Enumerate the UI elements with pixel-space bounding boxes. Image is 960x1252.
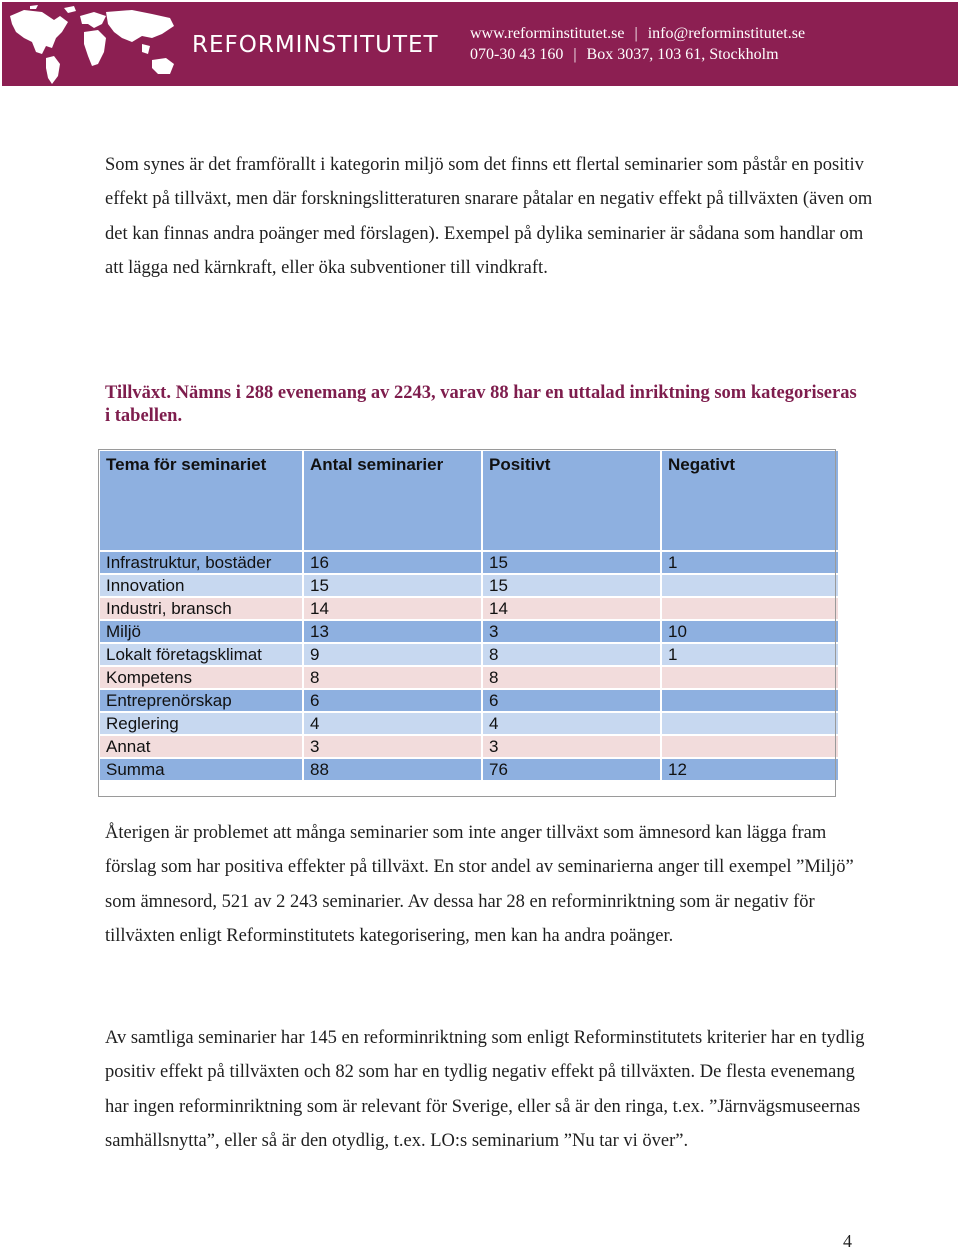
page-number: 4 bbox=[843, 1231, 852, 1251]
column-header: Antal seminarier bbox=[303, 450, 482, 551]
table-row bbox=[99, 643, 839, 666]
table-cell: 15 bbox=[482, 574, 661, 597]
table-cell: Reglering bbox=[99, 712, 303, 735]
table-cell: 13 bbox=[303, 620, 482, 643]
table-row bbox=[99, 712, 839, 735]
table-cell: 10 bbox=[661, 620, 839, 643]
paragraph-analysis: Återigen är problemet att många seminarier som inte anger tillväxt som ämnesord kan lägga fram förslag som har positiva effekter på tillväxt. En stor andel av seminarierna anger till exempel ”Miljö” som ämnesord, 521 av 2 243 seminarier. Av dessa har 28 en reforminriktning som är negativ för tillväxten enligt Reforminstitutets kategorisering, men kan ha andra poänger. bbox=[105, 823, 854, 946]
table-row bbox=[99, 620, 839, 643]
table-cell: Lokalt företagsklimat bbox=[99, 643, 303, 666]
table-cell bbox=[661, 689, 839, 712]
paragraph-intro: Som synes är det framförallt i kategorin miljö som det finns ett flertal seminarier som påstår en positiv effekt på tillväxt, men där forskningslitteraturen snarare påtalar en negativ effekt på tillväxten (även om det kan finnas andra poänger med förslagen). Exempel på dylika seminarier är sådana som handlar om att lägga ned kärnkraft, eller öka subventioner till vindkraft. bbox=[105, 155, 873, 278]
paragraph-summary: Av samtliga seminarier har 145 en reforminriktning som enligt Reforminstitutets kriterier har en tydlig positiv effekt på tillväxten och 82 som har en tydlig negativ effekt på tillväxten. De flesta evenemang har ingen reforminriktning som är relevant för Sverige, eller så är den ringa, t.ex. ”Järnvägsmuseernas samhällsnytta”, eller så är den otydlig, t.ex. LO:s seminarium ”Nu tar vi över”. bbox=[105, 1028, 865, 1151]
table-cell bbox=[661, 735, 839, 758]
table-cell bbox=[661, 597, 839, 620]
table-cell: 14 bbox=[303, 597, 482, 620]
table-header-row bbox=[99, 450, 839, 551]
table-cell: 6 bbox=[482, 689, 661, 712]
table-cell: 3 bbox=[482, 620, 661, 643]
table-cell: 88 bbox=[303, 758, 482, 781]
table-cell: 14 bbox=[482, 597, 661, 620]
section-heading: Tillväxt. Nämns i 288 evenemang av 2243, varav 88 har en uttalad inriktning som kategoriseras i tabellen. bbox=[105, 383, 857, 426]
brand-name: REFORMINSTITUTET bbox=[192, 32, 439, 58]
table-cell: 3 bbox=[482, 735, 661, 758]
table-cell: 1 bbox=[661, 551, 839, 574]
table-cell: 9 bbox=[303, 643, 482, 666]
table-cell: Kompetens bbox=[99, 666, 303, 689]
table-cell: 15 bbox=[482, 551, 661, 574]
table-cell bbox=[661, 712, 839, 735]
column-header: Negativt bbox=[661, 450, 839, 551]
table-row bbox=[99, 551, 839, 574]
separator: | bbox=[634, 25, 638, 42]
table-cell: 4 bbox=[303, 712, 482, 735]
table-cell: 4 bbox=[482, 712, 661, 735]
table-cell: 3 bbox=[303, 735, 482, 758]
table-row bbox=[99, 574, 839, 597]
phone-number: 070-30 43 160 bbox=[470, 46, 564, 63]
world-map-logo bbox=[2, 2, 187, 86]
table-cell: 1 bbox=[661, 643, 839, 666]
column-header: Positivt bbox=[482, 450, 661, 551]
table-row bbox=[99, 597, 839, 620]
table-row-total bbox=[99, 758, 839, 781]
table-cell: 6 bbox=[303, 689, 482, 712]
table-cell: 16 bbox=[303, 551, 482, 574]
table-cell bbox=[661, 666, 839, 689]
postal-address: Box 3037, 103 61, Stockholm bbox=[586, 46, 779, 63]
table-cell: Annat bbox=[99, 735, 303, 758]
table-cell bbox=[661, 574, 839, 597]
table-cell: Miljö bbox=[99, 620, 303, 643]
table-cell: 15 bbox=[303, 574, 482, 597]
table-cell: 8 bbox=[303, 666, 482, 689]
contact-line-2 bbox=[470, 44, 805, 65]
table-cell: 8 bbox=[482, 666, 661, 689]
contact-info bbox=[470, 23, 805, 65]
contact-line-1 bbox=[470, 23, 805, 44]
website-link[interactable]: www.reforminstitutet.se bbox=[470, 25, 625, 42]
table-cell: 12 bbox=[661, 758, 839, 781]
table-cell: 8 bbox=[482, 643, 661, 666]
separator: | bbox=[573, 46, 577, 63]
email-link[interactable]: info@reforminstitutet.se bbox=[647, 25, 806, 42]
seminar-table bbox=[98, 449, 840, 782]
table-row bbox=[99, 735, 839, 758]
page-header bbox=[2, 2, 958, 86]
table-cell: 76 bbox=[482, 758, 661, 781]
table-cell: Infrastruktur, bostäder bbox=[99, 551, 303, 574]
table-row bbox=[99, 666, 839, 689]
table-row bbox=[99, 689, 839, 712]
table-cell: Industri, bransch bbox=[99, 597, 303, 620]
column-header: Tema för seminariet bbox=[99, 450, 303, 551]
table-cell: Innovation bbox=[99, 574, 303, 597]
table-cell: Summa bbox=[99, 758, 303, 781]
table-cell: Entreprenörskap bbox=[99, 689, 303, 712]
